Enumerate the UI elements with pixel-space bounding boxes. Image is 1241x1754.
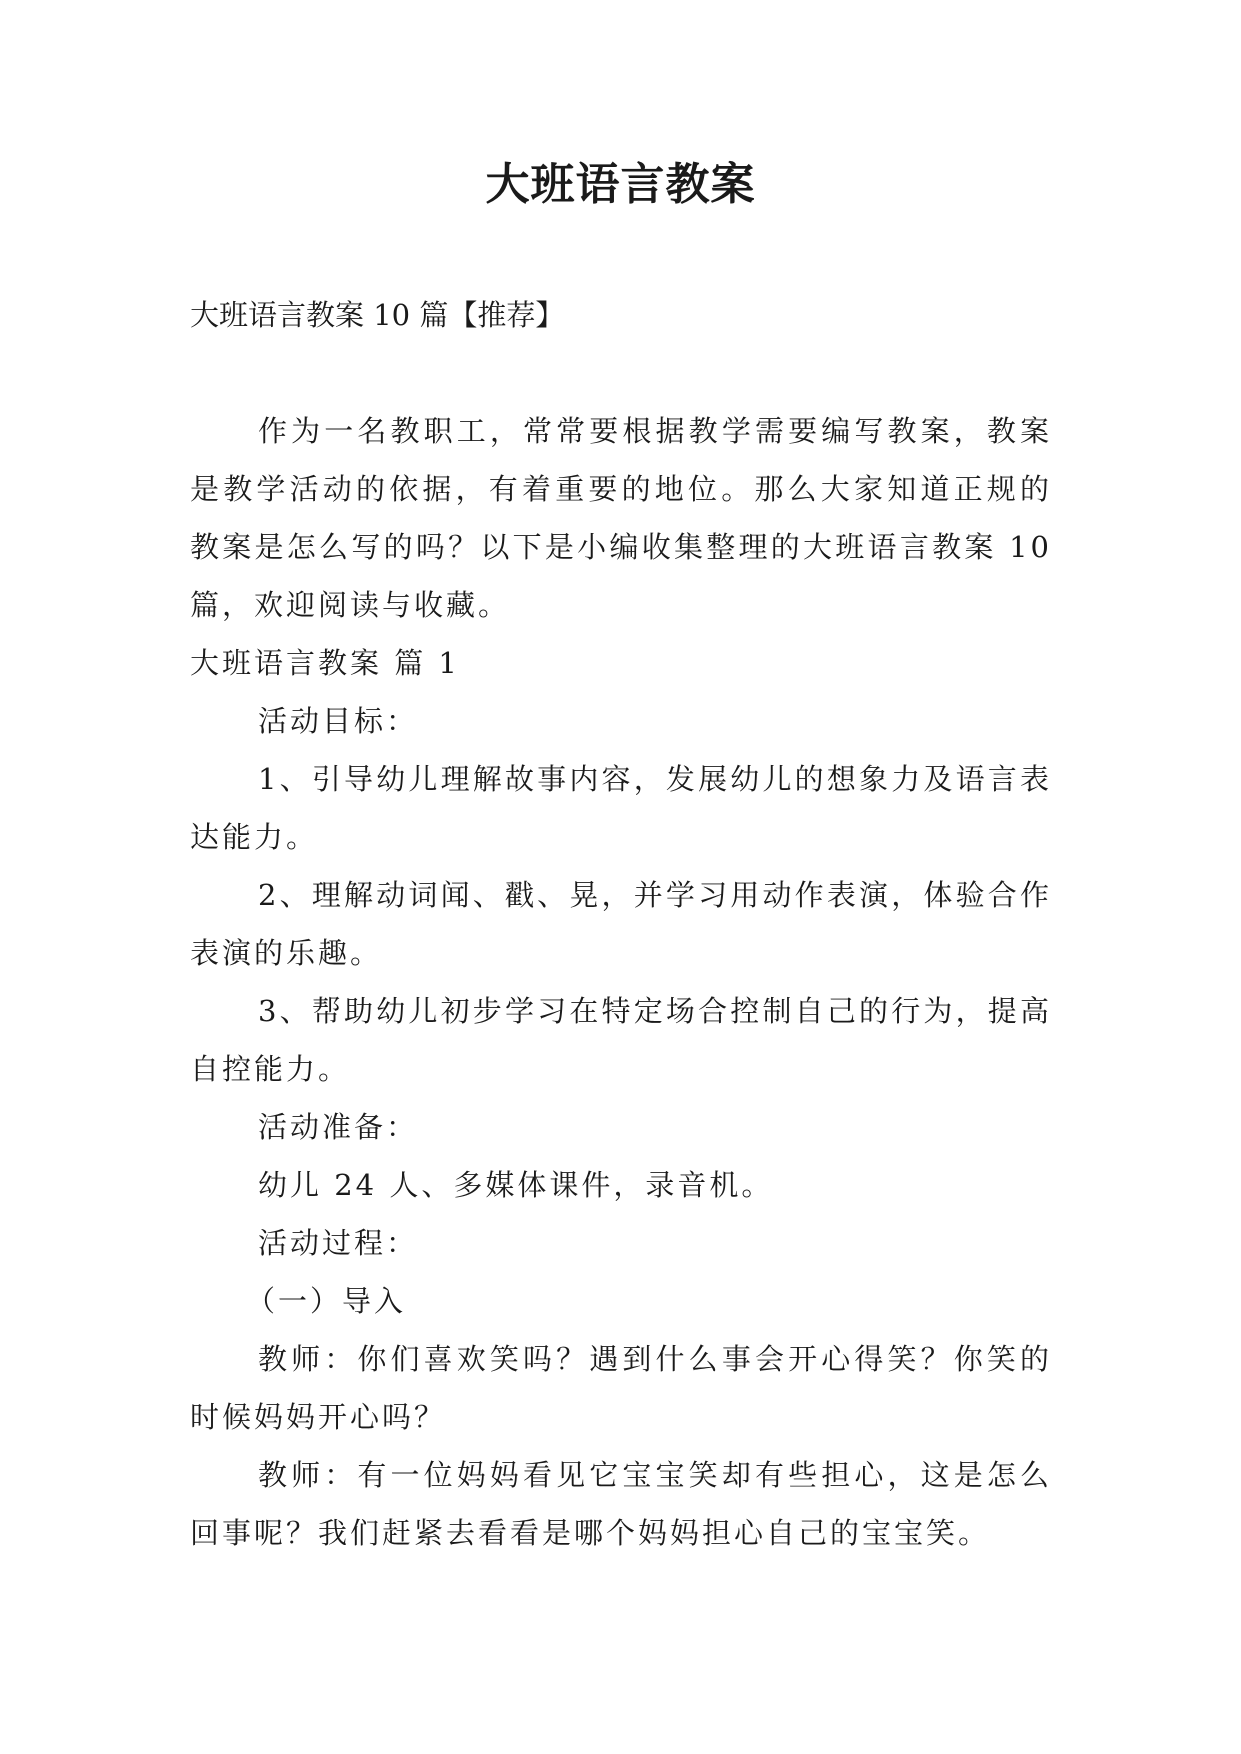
paragraph: 幼儿 24 人、多媒体课件，录音机。 — [258, 1168, 774, 1202]
paragraph: 教师：有一位妈妈看见它宝宝笑却有些担心，这是怎么回事呢？我们赶紧去看看是哪个妈妈担心自己的宝宝笑。 — [190, 1458, 1052, 1550]
paragraph: 3、帮助幼儿初步学习在特定场合控制自己的行为，提高自控能力。 — [190, 994, 1052, 1086]
paragraph: 2、理解动词闻、戳、晃，并学习用动作表演，体验合作表演的乐趣。 — [190, 878, 1052, 970]
section-heading: 大班语言教案 篇 1 — [190, 646, 460, 680]
paragraph: 作为一名教职工，常常要根据教学需要编写教案，教案是教学活动的依据，有着重要的地位。那么大家知道正规的教案是怎么写的吗？以下是小编收集整理的大班语言教案 10 篇，欢迎阅读与收藏。 — [190, 414, 1052, 622]
document-body — [190, 402, 1052, 1562]
document-title: 大班语言教案 — [485, 159, 756, 210]
paragraph: 教师：你们喜欢笑吗？遇到什么事会开心得笑？你笑的时候妈妈开心吗？ — [190, 1342, 1052, 1434]
document-subtitle: 大班语言教案 10 篇【推荐】 — [190, 298, 565, 332]
paragraph: 活动准备： — [258, 1110, 419, 1144]
paragraph: 活动过程： — [258, 1226, 419, 1260]
paragraph: 活动目标： — [258, 704, 419, 738]
paragraph: 1、引导幼儿理解故事内容，发展幼儿的想象力及语言表达能力。 — [190, 762, 1052, 854]
paragraph: （一）导入 — [246, 1284, 407, 1318]
